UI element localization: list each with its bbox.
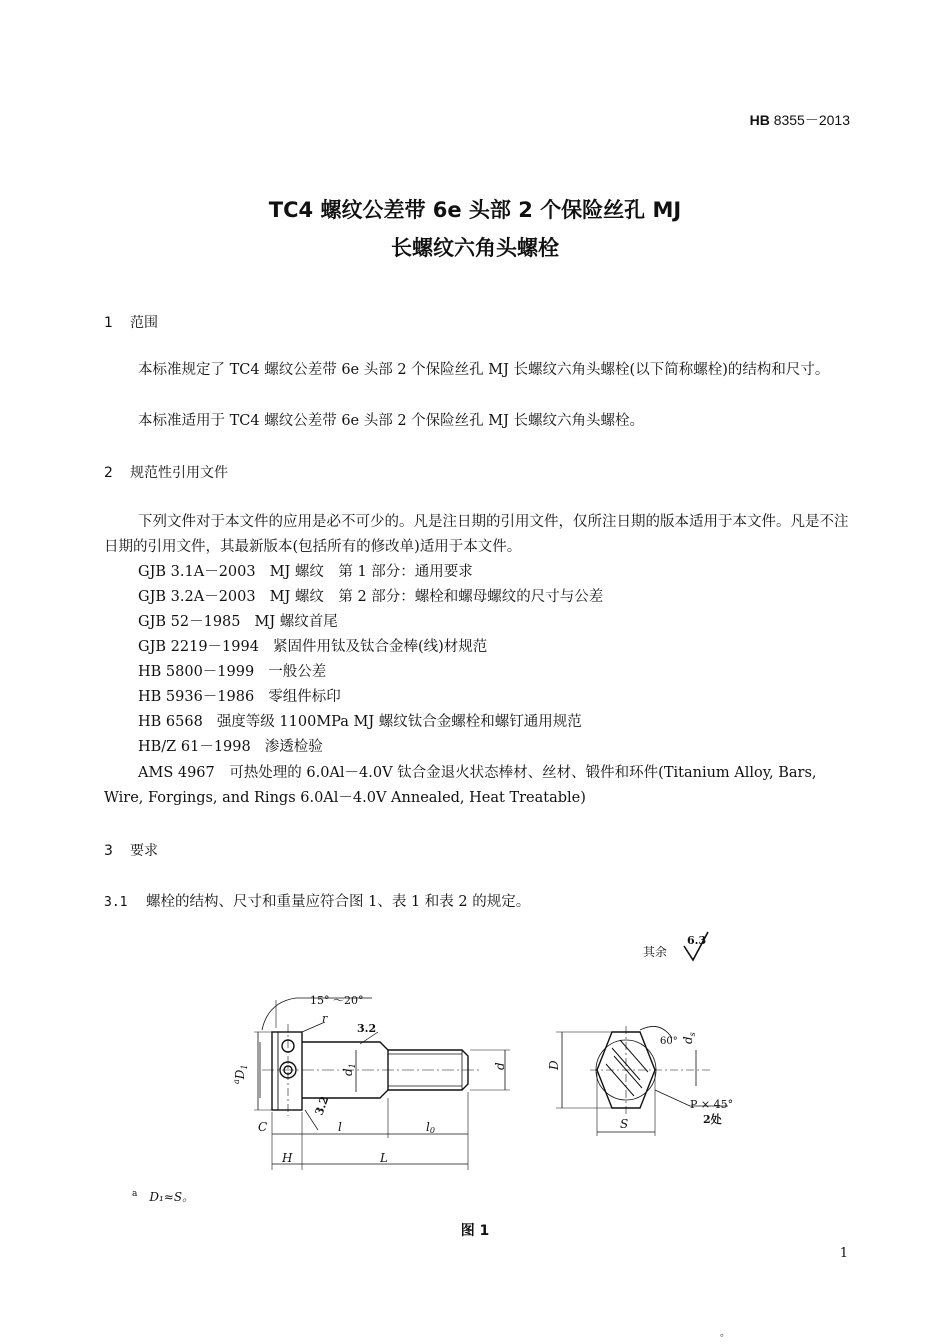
clause-3-1 — [104, 890, 530, 911]
reference-item — [138, 585, 603, 610]
figure-1-drawing — [0, 920, 950, 1190]
reference-code: HB 6568 — [138, 714, 203, 730]
section-number: 3 — [104, 843, 113, 859]
bolt-side-view — [254, 998, 510, 1170]
standard-code: 8355－2013 — [773, 112, 850, 128]
section-1-paragraph-1: 本标准规定了 TC4 螺纹公差带 6e 头部 2 个保险丝孔 MJ 长螺纹六角头螺栓(以下简称螺栓)的结构和尺寸。 — [138, 362, 830, 378]
reference-item — [138, 560, 473, 585]
section-number: 2 — [104, 465, 113, 481]
roughness-3-2-a: 3.2 — [357, 1022, 377, 1035]
section-3-heading — [104, 840, 158, 860]
reference-title: MJ 螺纹首尾 — [254, 614, 338, 630]
reference-code: GJB 3.2A－2003 — [138, 589, 256, 605]
section-2-heading — [104, 462, 228, 482]
bolt-head — [272, 1032, 302, 1110]
reference-item — [138, 710, 582, 735]
section-title: 规范性引用文件 — [130, 465, 228, 481]
reference-title: 强度等级 1100MPa MJ 螺纹钛合金螺栓和螺钉通用规范 — [216, 714, 582, 730]
label-d1 — [341, 1063, 357, 1076]
section-title: 要求 — [130, 843, 158, 859]
footnote-mark: a — [132, 1189, 138, 1199]
footnote-text: D₁≈S。 — [149, 1190, 195, 1204]
label-D: D — [547, 1060, 561, 1070]
svg-text:ds: $d_s$ — [681, 1032, 697, 1044]
reference-item-ams: AMS 4967 可热处理的 6.0Al－4.0V 钛合金退火状态棒材、丝材、锻件和环件(Titanium Alloy, Bars, Wire, Forgings, and Rings 6.0Al－4.0V Annealed, Heat Treatable) — [104, 765, 817, 806]
figure-footnote — [132, 1188, 194, 1205]
label-L: L — [380, 1151, 388, 1165]
label-60-deg: 60° — [660, 1036, 678, 1047]
head-angle-label: 15° ～20° — [310, 994, 364, 1007]
reference-code: GJB 2219－1994 — [138, 639, 259, 655]
label-C: C — [258, 1120, 268, 1134]
section-1-paragraph-2: 本标准适用于 TC4 螺纹公差带 6e 头部 2 个保险丝孔 MJ 长螺纹六角头螺栓。 — [138, 413, 645, 429]
roughness-other-label: 其余 — [643, 945, 668, 959]
label-two-places: 2处 — [703, 1113, 722, 1126]
reference-item — [138, 685, 341, 710]
reference-code: HB 5936－1986 — [138, 689, 255, 705]
label-D1 — [232, 1065, 249, 1085]
figure-caption: 图 1 — [460, 1223, 490, 1239]
reference-title: MJ 螺纹 第 1 部分：通用要求 — [269, 564, 473, 580]
section-number: 1 — [104, 315, 113, 331]
reference-item — [138, 735, 323, 760]
label-l: l — [338, 1120, 342, 1134]
page-number: 1 — [839, 1246, 848, 1261]
label-ds — [681, 1032, 697, 1044]
reference-title: 渗透检验 — [264, 739, 323, 755]
reference-title: MJ 螺纹 第 2 部分：螺栓和螺母螺纹的尺寸与公差 — [269, 589, 604, 605]
standard-prefix: HB — [749, 112, 770, 128]
svg-text:d1: $d_1$ — [341, 1063, 357, 1076]
reference-title: 零组件标印 — [268, 689, 341, 705]
reference-item — [138, 660, 326, 685]
reference-title: 紧固件用钛及钛合金棒(线)材规范 — [272, 639, 488, 655]
document-title-line2: 长螺纹六角头螺栓 — [391, 236, 559, 260]
reference-title: 一般公差 — [268, 664, 327, 680]
reference-code: HB/Z 61－1998 — [138, 739, 251, 755]
label-l0: l0 — [426, 1120, 435, 1135]
clause-text: 螺栓的结构、尺寸和重量应符合图 1、表 1 和表 2 的规定。 — [146, 894, 531, 910]
section-2-intro: 下列文件对于本文件的应用是必不可少的。凡是注日期的引用文件，仅所注日期的版本适用于本文件。凡是不注日期的引用文件，其最新版本(包括所有的修改单)适用于本文件。 — [104, 514, 849, 555]
reference-item — [138, 635, 487, 660]
reference-code: GJB 52－1985 — [138, 614, 241, 630]
section-1-heading — [104, 312, 158, 332]
label-H: H — [282, 1151, 293, 1165]
document-title-line1: TC4 螺纹公差带 6e 头部 2 个保险丝孔 MJ — [268, 198, 682, 222]
reference-code: HB 5800－1999 — [138, 664, 255, 680]
reference-code: GJB 3.1A－2003 — [138, 564, 256, 580]
svg-text:aD1: $^aD_1$ — [232, 1064, 249, 1084]
label-P45: P × 45° — [690, 1098, 734, 1111]
standard-number — [750, 110, 850, 130]
section-title: 范围 — [130, 315, 158, 331]
roughness-value: 6.3 — [687, 934, 707, 947]
clause-number: 3.1 — [104, 895, 128, 910]
reference-item — [138, 610, 338, 635]
bottom-mark: 。 — [720, 1328, 730, 1339]
label-S: S — [620, 1117, 629, 1131]
roughness-3-2-b: 3.2 — [312, 1094, 332, 1118]
label-d: d — [493, 1062, 507, 1070]
label-r: r — [322, 1012, 328, 1025]
